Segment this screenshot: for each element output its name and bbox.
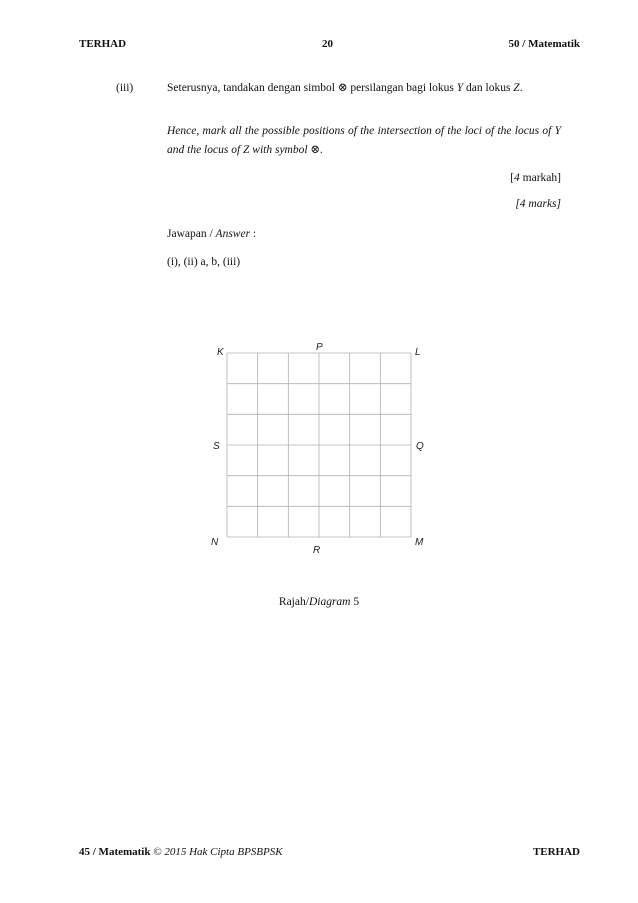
point-S: S [213, 441, 220, 452]
point-L: L [415, 347, 421, 358]
point-K: K [217, 347, 224, 358]
question-label: (iii) [116, 82, 134, 94]
page-number: 20 [322, 38, 333, 50]
answer-parts: (i), (ii) a, b, (iii) [167, 256, 241, 268]
question-english: Hence, mark all the possible positions of the intersection of the loci of the locus of Y and the locus of Z with symbol ⊗. [167, 125, 561, 156]
point-P: P [316, 342, 323, 353]
header-right: 50 / Matematik [508, 38, 580, 50]
point-Q: Q [416, 441, 424, 452]
footer-left: 45 / Matematik © 2015 Hak Cipta BPSBPSK [79, 846, 283, 858]
marks-english: [4 marks] [515, 198, 561, 210]
diagram-caption: Rajah/Diagram 5 [278, 596, 360, 608]
grid-diagram [200, 336, 440, 560]
header-left: TERHAD [79, 38, 127, 50]
point-R: R [313, 545, 321, 556]
grid-lines [227, 353, 411, 537]
answer-label: Jawapan / Answer : [167, 228, 257, 240]
marks-malay: [4 markah] [510, 172, 561, 184]
point-M: M [415, 537, 424, 548]
question-malay: Seterusnya, tandakan dengan simbol ⊗ persilangan bagi lokus Y dan lokus Z. [167, 82, 523, 94]
point-N: N [211, 537, 219, 548]
footer-right: TERHAD [532, 846, 580, 858]
